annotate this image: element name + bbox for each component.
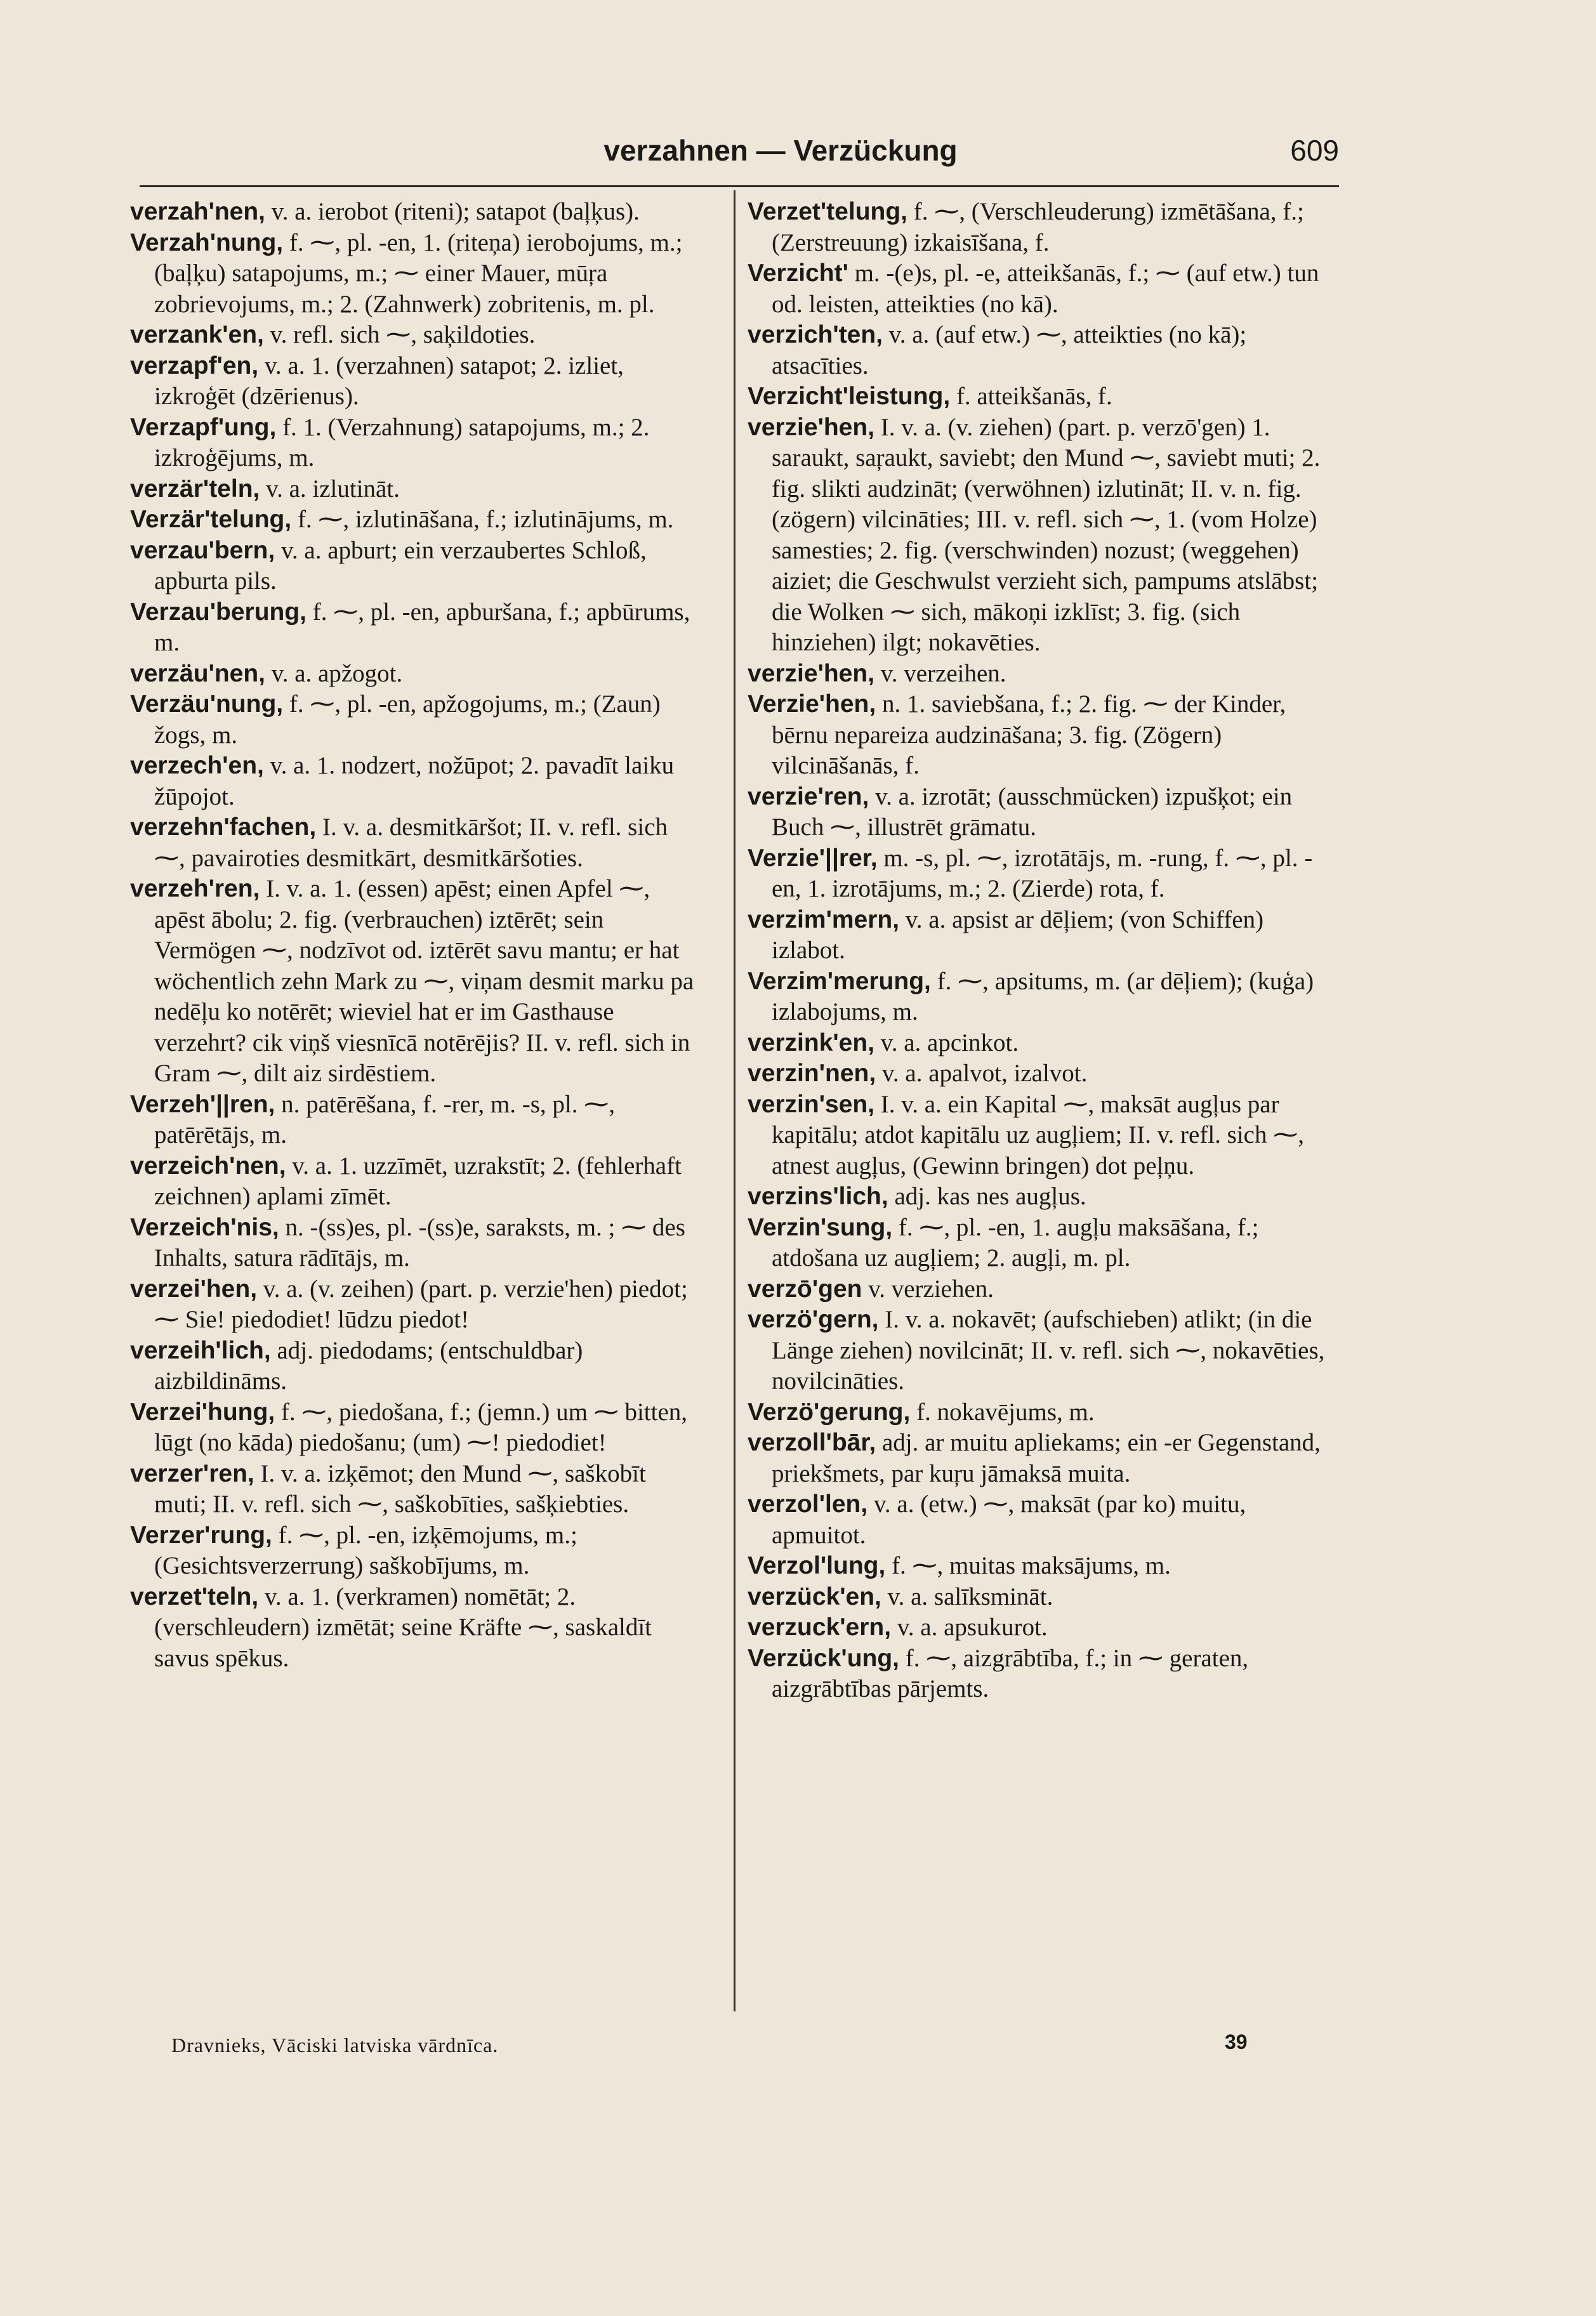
entry-definition: adj. kas nes augļus. — [894, 1183, 1086, 1210]
dictionary-entry — [748, 1089, 1338, 1182]
dictionary-entry — [748, 320, 1338, 381]
entry-definition: f. nokavējums, m. — [916, 1398, 1095, 1426]
entry-headword: verzie'ren, — [748, 782, 869, 810]
entry-definition: f. ⁓, pl. -en, apžogojums, m.; (Zaun) žogs, m. — [154, 690, 661, 749]
entry-definition: I. v. a. nokavēt; (aufschieben) atlikt; (in die Länge ziehen) novilcināt; II. v. refl. sich ⁓, nokavēties, novilcināties. — [772, 1306, 1325, 1395]
dictionary-entry — [748, 966, 1338, 1028]
dictionary-entry — [130, 874, 701, 1089]
dictionary-entry — [748, 1274, 1338, 1305]
dictionary-entry — [748, 659, 1338, 690]
entry-definition: m. -s, pl. ⁓, izrotātājs, m. -rung, f. ⁓, pl. -en, 1. izrotājums, m.; 2. (Zierde) rota, f. — [772, 844, 1313, 902]
dictionary-entry — [130, 1151, 701, 1213]
entry-definition: v. a. (auf etw.) ⁓, atteikties (no kā); atsacīties. — [772, 321, 1247, 379]
dictionary-entry — [130, 751, 701, 812]
entry-headword: verzich'ten, — [748, 321, 883, 348]
entry-headword: Verzäu'nung, — [130, 690, 284, 718]
entry-definition: f. ⁓, pl. -en, izķēmojums, m.; (Gesichtsverzerrung) saškobījums, m. — [154, 1521, 577, 1579]
dictionary-entry — [748, 689, 1338, 782]
entry-headword: Verzicht'leistung, — [748, 383, 951, 410]
left-column — [130, 197, 701, 1674]
dictionary-entry — [130, 320, 701, 351]
entry-definition: f. ⁓, apsitums, m. (ar dēļiem); (kuģa) izlabojums, m. — [772, 967, 1314, 1025]
entry-headword: verzer'ren, — [130, 1459, 254, 1487]
entry-definition: n. -(ss)es, pl. -(ss)e, saraksts, m. ; ⁓ des Inhalts, satura rādītājs, m. — [154, 1213, 685, 1272]
entry-headword: verzapf'en, — [130, 352, 259, 379]
entry-definition: f. ⁓, (Verschleuderung) izmētāšana, f.; (Zerstreuung) izkaisīšana, f. — [772, 198, 1304, 256]
entry-headword: verzech'en, — [130, 752, 264, 779]
entry-headword: verzink'en, — [748, 1029, 875, 1056]
entry-definition: v. a. apalvot, izalvot. — [881, 1060, 1088, 1087]
entry-headword: verzol'len, — [748, 1490, 868, 1518]
column-divider — [734, 190, 735, 2011]
dictionary-entry — [748, 1643, 1338, 1705]
entry-headword: Verzie'||rer, — [748, 844, 878, 872]
dictionary-entry — [130, 1089, 701, 1151]
dictionary-entry — [130, 597, 701, 659]
entry-definition: I. v. a. izķēmot; den Mund ⁓, saškobīt muti; II. v. refl. sich ⁓, saškobīties, sašķiebties. — [154, 1459, 646, 1518]
entry-definition: v. a. apburt; ein verzaubertes Schloß, apburta pils. — [154, 536, 647, 595]
dictionary-entry — [130, 197, 701, 228]
entry-headword: Verzet'telung, — [748, 198, 907, 225]
entry-definition: f. 1. (Verzahnung) satapojums, m.; 2. izkroģējums, m. — [154, 413, 650, 471]
entry-headword: verzeh'ren, — [130, 875, 260, 902]
entry-definition: f. ⁓, pl. -en, 1. (riteņa) ierobojums, m.; (baļķu) satapojums, m.; ⁓ einer Mauer, mūŗa zobrievojums, m.; 2. (Zahnwerk) zobritenis, m. pl. — [154, 228, 683, 318]
entry-definition: v. a. apsist ar dēļiem; (von Schiffen) izlabot. — [772, 905, 1264, 964]
footer-source: Dravnieks, Vāciski latviska vārdnīca. — [171, 2034, 499, 2056]
right-column — [748, 197, 1338, 1705]
dictionary-entry — [748, 1181, 1338, 1213]
dictionary-entry — [748, 782, 1338, 843]
entry-headword: verzim'mern, — [748, 905, 900, 933]
entry-headword: verzin'sen, — [748, 1090, 875, 1118]
entry-definition: v. a. 1. (verkramen) nomētāt; 2. (verschleudern) izmētāt; seine Kräfte ⁓, saskaldīt savus spēkus. — [154, 1582, 652, 1672]
dictionary-entry — [130, 412, 701, 474]
entry-definition: v. a. izlutināt. — [266, 475, 400, 503]
entry-definition: v. a. apcinkot. — [880, 1029, 1019, 1056]
entry-definition: I. v. a. 1. (essen) apēst; einen Apfel ⁓, apēst ābolu; 2. fig. (verbrauchen) iztērēt; sein Vermögen ⁓, nodzīvot od. iztērēt savu mantu; er hat wöchentlich zehn Mark zu ⁓, viņam desmit marku pa nedēļu ko notērēt; wieviel hat er im Gasthause verzehrt? cik viņš viesnīcā notērējis? II. v. refl. sich in Gram ⁓, dilt aiz sirdēstiem. — [154, 875, 694, 1087]
entry-definition: n. patērēšana, f. -rer, m. -s, pl. ⁓, patērētājs, m. — [154, 1090, 615, 1148]
dictionary-entry — [130, 1459, 701, 1520]
entry-definition: f. ⁓, pl. -en, apburšana, f.; apbūrums, m. — [154, 598, 690, 656]
dictionary-entry — [130, 812, 701, 874]
dictionary-entry — [130, 351, 701, 412]
dictionary-entry — [130, 1397, 701, 1459]
entry-headword: verzär'teln, — [130, 475, 260, 503]
entry-definition: v. a. ierobot (riteni); satapot (baļķus). — [271, 198, 640, 225]
dictionary-entry — [130, 504, 701, 536]
entry-definition: v. a. apsukurot. — [897, 1614, 1048, 1641]
entry-headword: verzeih'lich, — [130, 1336, 271, 1364]
dictionary-entry — [748, 1397, 1338, 1428]
dictionary-entry — [748, 905, 1338, 966]
entry-headword: verzank'en, — [130, 321, 264, 348]
signature-mark: 39 — [1225, 2030, 1248, 2053]
dictionary-entry — [130, 1213, 701, 1274]
entry-definition: v. a. 1. (verzahnen) satapot; 2. izliet, izkroģēt (dzērienus). — [154, 352, 624, 410]
entry-definition: v. a. izrotāt; (ausschmücken) izpušķot; ein Buch ⁓, illustrēt grāmatu. — [772, 782, 1293, 841]
entry-headword: Verzeh'||ren, — [130, 1090, 275, 1118]
dictionary-entry — [748, 1028, 1338, 1059]
entry-headword: verzehn'fachen, — [130, 813, 317, 841]
entry-headword: verzins'lich, — [748, 1183, 888, 1210]
entry-definition: v. a. 1. nodzert, nožūpot; 2. pavadīt laiku žūpojot. — [154, 752, 675, 810]
entry-headword: verzin'nen, — [748, 1060, 876, 1087]
entry-definition: f. ⁓, piedošana, f.; (jemn.) um ⁓ bitten, lūgt (no kāda) piedošanu; (um) ⁓! piedodiet! — [154, 1398, 688, 1456]
entry-definition: adj. piedodams; (entschuldbar) aizbildināms. — [154, 1336, 583, 1395]
entry-headword: Verzin'sung, — [748, 1213, 893, 1241]
entry-definition: I. v. a. (v. ziehen) (part. p. verzō'gen) 1. saraukt, saŗaukt, saviebt; den Mund ⁓, saviebt muti; 2. fig. slikti audzināt; (verwöhnen) izlutināt; II. v. n. fig. (zögern) vilcināties; III. v. refl. sich ⁓, 1. (vom Holze) samesties; 2. fig. (verschwinden) nozust; (weggehen) aiziet; die Geschwulst verzieht sich, pampums atslābst; die Wolken ⁓ sich, mākoņi izklīst; 3. fig. (sich hinziehen) ilgt; nokavēties. — [772, 413, 1321, 656]
dictionary-entry — [130, 228, 701, 320]
entry-headword: verzö'gern, — [748, 1306, 879, 1333]
entry-headword: Verzär'telung, — [130, 506, 292, 533]
entry-headword: Verzim'merung, — [748, 967, 931, 995]
entry-definition: I. v. a. ein Kapital ⁓, maksāt augļus par kapitālu; atdot kapitālu uz augļiem; II. v. refl. sich ⁓, atnest augļus, (Gewinn bringen) dot peļņu. — [772, 1090, 1304, 1180]
dictionary-entry — [130, 536, 701, 597]
entry-definition: f. ⁓, aizgrābtība, f.; in ⁓ geraten, aizgrābtības pārjemts. — [772, 1644, 1249, 1702]
entry-headword: verzäu'nen, — [130, 659, 266, 687]
dictionary-entry — [748, 1582, 1338, 1613]
entry-headword: verzet'teln, — [130, 1582, 259, 1610]
dictionary-entry — [130, 1520, 701, 1582]
entry-definition: n. 1. saviebšana, f.; 2. fig. ⁓ der Kinder, bērnu nepareiza audzināšana; 3. fig. (Zögern) vilcināšanās, f. — [772, 690, 1286, 779]
entry-headword: verzoll'bār, — [748, 1429, 876, 1456]
entry-headword: Verzei'hung, — [130, 1398, 275, 1426]
page-header — [140, 133, 1339, 178]
dictionary-entry — [748, 1213, 1338, 1274]
entry-definition: f. ⁓, izlutināšana, f.; izlutinājums, m. — [297, 506, 674, 533]
dictionary-entry — [130, 689, 701, 751]
entry-headword: verzück'en, — [748, 1582, 881, 1610]
dictionary-entry — [748, 843, 1338, 905]
entry-definition: v. a. (v. zeihen) (part. p. verzie'hen) piedot; ⁓ Sie! piedodiet! lūdzu piedot! — [154, 1275, 688, 1333]
entry-definition: v. a. 1. uzzīmēt, uzrakstīt; 2. (fehlerhaft zeichnen) aplami zīmēt. — [154, 1152, 682, 1210]
dictionary-entry — [748, 412, 1338, 659]
dictionary-entry — [748, 1428, 1338, 1489]
dictionary-entry — [748, 1612, 1338, 1643]
page-number: 609 — [1290, 134, 1339, 167]
dictionary-entry — [130, 1582, 701, 1674]
running-head: verzahnen — Verzückung — [603, 134, 958, 167]
entry-definition: v. a. (etw.) ⁓, maksāt (par ko) muitu, apmuitot. — [772, 1490, 1246, 1549]
entry-definition: f. ⁓, muitas maksājums, m. — [892, 1552, 1171, 1579]
entry-headword: Verzeich'nis, — [130, 1213, 279, 1241]
entry-definition: f. atteikšanās, f. — [956, 383, 1112, 410]
entry-headword: verzeich'nen, — [130, 1152, 286, 1180]
dictionary-entry — [130, 1274, 701, 1336]
dictionary-entry — [748, 1305, 1338, 1397]
entry-definition: adj. ar muitu apliekams; ein -er Gegenstand, priekšmets, par kuŗu jāmaksā muita. — [772, 1429, 1321, 1487]
entry-definition: v. a. apžogot. — [271, 659, 403, 687]
dictionary-entry — [748, 197, 1338, 258]
entry-headword: Verzicht' — [748, 260, 848, 287]
entry-definition: v. a. salīksmināt. — [887, 1582, 1053, 1610]
entry-headword: Verzapf'ung, — [130, 413, 277, 441]
entry-definition: v. verziehen. — [868, 1275, 994, 1303]
entry-definition: f. ⁓, pl. -en, 1. augļu maksāšana, f.; atdošana uz augļiem; 2. augļi, m. pl. — [772, 1213, 1259, 1272]
dictionary-entry — [130, 659, 701, 690]
dictionary-entry — [748, 381, 1338, 412]
entry-headword: Verzer'rung, — [130, 1521, 272, 1549]
entry-headword: verzah'nen, — [130, 198, 266, 225]
entry-headword: verzei'hen, — [130, 1275, 258, 1303]
entry-headword: Verzie'hen, — [748, 690, 876, 718]
entry-definition: v. verzeihen. — [880, 659, 1006, 687]
dictionary-entry — [748, 1489, 1338, 1551]
dictionary-entry — [130, 1336, 701, 1397]
dictionary-entry — [130, 474, 701, 505]
entry-headword: Verzah'nung, — [130, 228, 284, 256]
entry-definition: I. v. a. desmitkāršot; II. v. refl. sich ⁓, pavairoties desmitkārt, desmitkāršoties. — [154, 813, 668, 872]
entry-headword: verzau'bern, — [130, 536, 275, 564]
entry-headword: verzō'gen — [748, 1275, 862, 1303]
dictionary-entry — [748, 1058, 1338, 1089]
entry-headword: Verzück'ung, — [748, 1644, 900, 1672]
entry-headword: verzuck'ern, — [748, 1614, 892, 1641]
entry-headword: verzie'hen, — [748, 413, 875, 441]
entry-headword: Verzol'lung, — [748, 1552, 886, 1579]
entry-definition: m. -(e)s, pl. -e, atteikšanās, f.; ⁓ (auf etw.) tun od. leisten, atteikties (no kā). — [772, 260, 1319, 318]
entry-headword: Verzau'berung, — [130, 598, 307, 626]
entry-headword: Verzö'gerung, — [748, 1398, 911, 1426]
entry-definition: v. refl. sich ⁓, saķildoties. — [270, 321, 536, 348]
dictionary-entry — [748, 1551, 1338, 1582]
entry-headword: verzie'hen, — [748, 659, 875, 687]
header-rule — [140, 185, 1339, 187]
dictionary-entry — [748, 258, 1338, 320]
